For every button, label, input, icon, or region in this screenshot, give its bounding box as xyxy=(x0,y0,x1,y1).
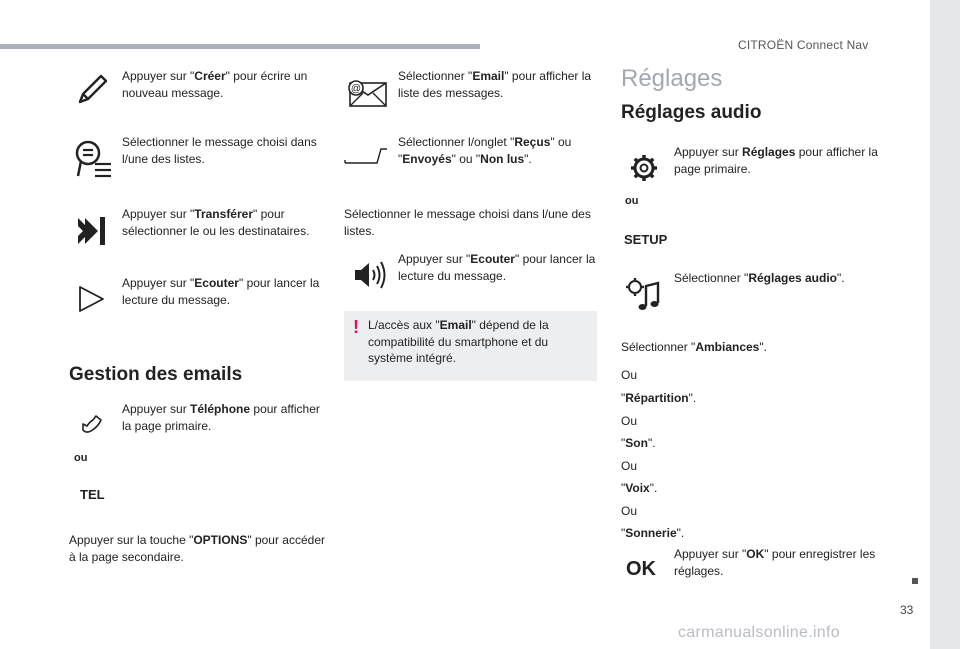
ok-key-label: OK xyxy=(626,558,656,580)
forward-icon xyxy=(72,212,110,250)
option-sonnerie: "Sonnerie". xyxy=(621,526,685,540)
option-ambiances: Sélectionner "Ambiances". xyxy=(621,340,767,354)
option-or-1: Ou xyxy=(621,368,638,382)
option-repartition: "Répartition". xyxy=(621,391,697,405)
tabs-text: Sélectionner l/onglet "Reçus" ou "Envoyés" ou "Non lus". xyxy=(398,135,572,166)
email-text: Sélectionner "Email" pour afficher la liste des messages. xyxy=(398,69,592,100)
play-icon xyxy=(74,282,108,316)
phone-text: Appuyer sur Téléphone pour afficher la page primaire. xyxy=(122,402,320,433)
option-or-4: Ou xyxy=(621,504,638,518)
ou-label-settings: ou xyxy=(625,195,639,207)
page-side-band xyxy=(930,0,960,649)
phone-icon xyxy=(78,408,106,438)
ou-label: ou xyxy=(74,452,88,464)
note-text: L/accès aux "Email" dépend de la compatibilité du smartphone et du système intégré. xyxy=(368,318,549,365)
svg-text:@: @ xyxy=(350,83,362,95)
header-brand: CITROËN Connect Nav xyxy=(738,38,869,52)
pencil-icon xyxy=(72,70,112,110)
section-title-emails: Gestion des emails xyxy=(69,364,243,385)
forward-text: Appuyer sur "Transférer" pour sélectionner le ou les destinataires. xyxy=(122,207,310,238)
section-title-audio: Réglages audio xyxy=(621,102,762,123)
option-son: "Son". xyxy=(621,436,656,450)
header-rule xyxy=(0,44,480,49)
warning-icon: ! xyxy=(353,317,359,337)
tel-key-label: TEL xyxy=(80,487,105,502)
speaker-icon xyxy=(352,258,388,292)
page-number: 33 xyxy=(900,603,914,617)
audio-settings-text: Sélectionner "Réglages audio". xyxy=(674,271,845,285)
options-text: Appuyer sur la touche "OPTIONS" pour accéder à la page secondaire. xyxy=(69,533,325,564)
audio-settings-icon xyxy=(624,276,662,314)
page-title: Réglages xyxy=(621,65,723,92)
listen-text: Appuyer sur "Ecouter" pour lancer la lecture du message. xyxy=(122,276,320,307)
tab-shape-icon xyxy=(343,146,389,166)
select-text: Sélectionner le message choisi dans l/une des listes. xyxy=(344,207,591,238)
setup-key-label: SETUP xyxy=(624,232,668,247)
message-list-icon xyxy=(72,138,114,180)
gear-icon xyxy=(628,152,660,184)
create-text: Appuyer sur "Créer" pour écrire un nouveau message. xyxy=(122,69,308,100)
page-marker xyxy=(912,578,918,584)
select-message-text: Sélectionner le message choisi dans l/une des listes. xyxy=(122,135,317,166)
ok-text: Appuyer sur "OK" pour enregistrer les réglages. xyxy=(674,547,876,578)
option-or-3: Ou xyxy=(621,459,638,473)
option-voix: "Voix". xyxy=(621,481,658,495)
middle-listen-text: Appuyer sur "Ecouter" pour lancer la lecture du message. xyxy=(398,252,596,283)
settings-text: Appuyer sur Réglages pour afficher la page primaire. xyxy=(674,145,878,176)
option-or-2: Ou xyxy=(621,414,638,428)
watermark: carmanualsonline.info xyxy=(678,624,840,641)
email-icon xyxy=(346,78,388,108)
